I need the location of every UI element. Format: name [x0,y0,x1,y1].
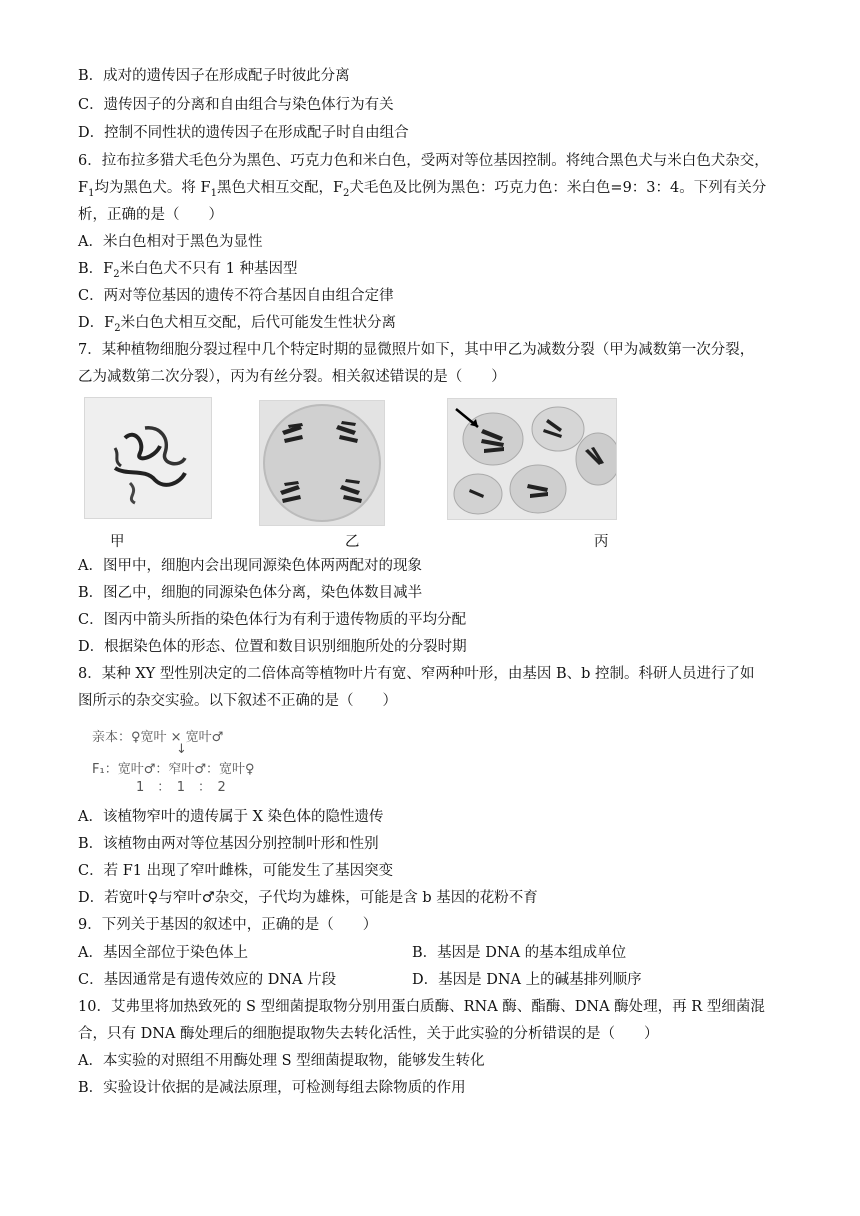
q7-option-a: A．图甲中，细胞内会出现同源染色体两两配对的现象 [78,558,422,574]
q7-option-b: B．图乙中，细胞的同源染色体分离，染色体数目减半 [78,585,423,601]
cross-ratio: 1 ： 1 ： 2 [136,780,226,795]
q8-stem-line2: 图所示的杂交实验。以下叙述不正确的是（ ） [78,693,397,709]
q10-stem-line2: 合，只有 DNA 酶处理后的细胞提取物失去转化活性，关于此实验的分析错误的是（ ） [78,1026,659,1042]
cross-arrow: ↓ [176,742,187,757]
chromosome-image-yi [260,401,384,525]
cross-diagram [84,722,255,795]
micrograph-yi [259,400,385,526]
q8-option-a: A．该植物窄叶的遗传属于 X 染色体的隐性遗传 [78,809,384,825]
q7-stem-line1: 7．某种植物细胞分裂过程中几个特定时期的显微照片如下，其中甲乙为减数分裂（甲为减数第一次分裂， [78,342,755,358]
q6-option-b: B．$F_2$米白色犬不只有 1 种基因型 [78,261,298,280]
q7-option-d: D．根据染色体的形态、位置和数目识别细胞所处的分裂时期 [78,639,467,655]
q6-option-a: A．米白色相对于黑色为显性 [78,234,263,250]
label-jia: 甲 [110,534,125,550]
q6-stem-line3: 析，正确的是（ ） [78,207,223,223]
label-bing: 丙 [594,534,609,550]
q5-option-c: C．遗传因子的分离和自由组合与染色体行为有关 [78,97,394,113]
chromosome-image-jia [85,398,211,518]
q10-stem-line1: 10．艾弗里将加热致死的 S 型细菌提取物分别用蛋白质酶、RNA 酶、酯酶、DNA 酶处理，再 R 型细菌混 [78,999,765,1015]
q5-option-b: B．成对的遗传因子在形成配子时彼此分离 [78,68,350,84]
q6-stem-line2: $F_1$均为黑色犬。将 $F_1$黑色犬相互交配，$F_2$犬毛色及比例为黑色：巧克力色：米白色=9：3：4。下列有关分 [78,180,767,199]
q8-stem-line1: 8．某种 XY 型性别决定的二倍体高等植物叶片有宽、窄两种叶形，由基因 B、b 控制。科研人员进行了如 [78,666,755,682]
q7-option-c: C．图丙中箭头所指的染色体行为有利于遗传物质的平均分配 [78,612,467,628]
micrograph-jia [84,397,212,519]
chromosome-image-bing [448,399,616,519]
q6-stem-line1: 6．拉布拉多猎犬毛色分为黑色、巧克力色和米白色，受两对等位基因控制。将纯合黑色犬与米白色犬杂交， [78,153,769,169]
cross-parent: 亲本：♀宽叶 × 宽叶♂ [92,730,224,745]
q10-option-a: A．本实验的对照组不用酶处理 S 型细菌提取物，能够发生转化 [78,1053,485,1069]
micrograph-bing [447,398,617,520]
q9-option-c: C．基因通常是有遗传效应的 DNA 片段 [78,972,337,988]
q8-option-c: C．若 F1 出现了窄叶雌株，可能发生了基因突变 [78,863,394,879]
q6-option-d: D．$F_2$米白色犬相互交配，后代可能发生性状分离 [78,315,397,334]
q8-option-b: B．该植物由两对等位基因分别控制叶形和性别 [78,836,379,852]
q10-option-b: B．实验设计依据的是减法原理，可检测每组去除物质的作用 [78,1080,466,1096]
q9-stem: 9．下列关于基因的叙述中，正确的是（ ） [78,917,378,933]
label-yi: 乙 [345,534,360,550]
cross-f1: F₁：宽叶♂：窄叶♂：宽叶♀ [92,762,255,777]
q7-stem-line2: 乙为减数第二次分裂），丙为有丝分裂。相关叙述错误的是（ ） [78,369,506,385]
q9-option-a: A．基因全部位于染色体上 [78,945,248,961]
q9-option-d: D．基因是 DNA 上的碱基排列顺序 [412,972,642,988]
q6-option-c: C．两对等位基因的遗传不符合基因自由组合定律 [78,288,394,304]
q9-option-b: B．基因是 DNA 的基本组成单位 [412,945,627,961]
q8-option-d: D．若宽叶♀与窄叶♂杂交，子代均为雄株，可能是含 b 基因的花粉不育 [78,890,538,906]
q5-option-d: D．控制不同性状的遗传因子在形成配子时自由组合 [78,125,409,141]
